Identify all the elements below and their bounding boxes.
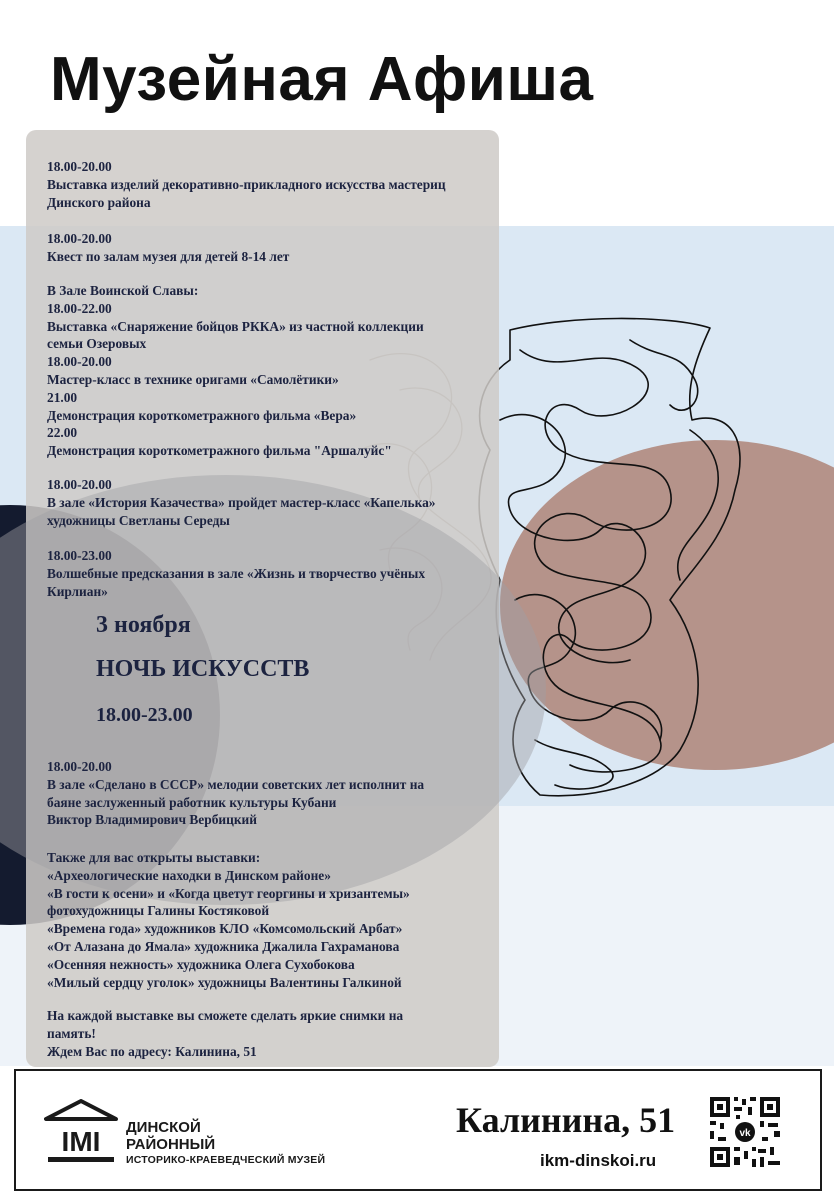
time-line: 18.00-22.00 — [47, 300, 112, 316]
text-line: Виктор Владимирович Вербицкий — [47, 812, 257, 828]
text-line: В Зале Воинской Славы: — [47, 283, 199, 298]
logo-text: IMI — [61, 1126, 101, 1157]
text-line: Кирлиан» — [47, 583, 108, 599]
text-line: «Времена года» художников КЛО «Комсомольский Арбат» — [47, 921, 403, 937]
text-line: Выставка изделий декоративно-прикладного искусства мастериц — [47, 176, 446, 192]
schedule-block-closing — [47, 1007, 497, 1060]
time-line: 22.00 — [47, 425, 78, 441]
text-line: баяне заслуженный работник культуры Кубани — [47, 794, 337, 810]
time-line: 21.00 — [47, 389, 78, 405]
schedule-block-exhibitions-list — [47, 849, 497, 991]
text-line: Выставка «Снаряжение бойцов РККА» из частной коллекции — [47, 318, 424, 334]
text-line: Динского района — [47, 194, 151, 210]
text-line: «Осенняя нежность» художника Олега Сухобокова — [47, 956, 355, 972]
text-line: художницы Светланы Середы — [47, 512, 230, 528]
time-line: 18.00-20.00 — [47, 354, 112, 370]
text-line: «В гости к осени» и «Когда цветут георгины и хризантемы» — [47, 885, 410, 901]
text-line: фотохудожницы Галины Костяковой — [47, 903, 270, 919]
time-line: 18.00-23.00 — [47, 548, 112, 563]
text-line: На каждой выставке вы сможете сделать яркие снимки на — [47, 1008, 404, 1023]
text-line: Также для вас открыты выставки: — [47, 850, 261, 865]
schedule-block-predictions — [47, 547, 497, 600]
vk-badge: vk — [739, 1128, 751, 1139]
schedule-block-quest — [47, 230, 497, 266]
text-line: В зале «Сделано в СССР» мелодии советских лет исполнит на — [47, 776, 425, 792]
text-line: Мастер-класс в технике оригами «Самолётики» — [47, 371, 339, 387]
museum-name-line2: РАЙОННЫЙ — [126, 1136, 216, 1153]
text-line: семьи Озеровых — [47, 336, 147, 352]
event-name: НОЧЬ ИСКУССТВ — [96, 656, 310, 682]
text-line: «От Алазана до Ямала» художника Джалила Гахраманова — [47, 938, 400, 954]
footer-bar — [14, 1069, 822, 1191]
museum-name-line3: ИСТОРИКО-КРАЕВЕДЧЕСКИЙ МУЗЕЙ — [126, 1154, 326, 1166]
text-line: «Археологические находки в Динском районе» — [47, 867, 331, 883]
time-line: 18.00-20.00 — [47, 759, 112, 774]
text-line: Демонстрация короткометражного фильма "Аршалуйс" — [47, 443, 392, 459]
text-line: Квест по залам музея для детей 8-14 лет — [47, 248, 290, 264]
museum-name-line1: ДИНСКОЙ — [126, 1119, 201, 1136]
time-line: 18.00-20.00 — [47, 159, 112, 174]
text-line: В зале «История Казачества» пройдет мастер-класс «Капелька» — [47, 494, 436, 510]
text-line: Ждем Вас по адресу: Калинина, 51 — [47, 1043, 257, 1059]
text-line: «Милый сердцу уголок» художницы Валентины Галкиной — [47, 974, 402, 990]
footer-address: Калинина, 51 — [456, 1100, 676, 1140]
footer-website[interactable]: ikm-dinskoi.ru — [540, 1151, 657, 1170]
schedule-block-ussr-hall — [47, 758, 497, 829]
schedule-block-exhibition — [47, 158, 497, 211]
text-line: Демонстрация короткометражного фильма «Вера» — [47, 407, 357, 423]
panel-decor-circle — [0, 475, 546, 905]
museum-building-icon — [44, 1099, 118, 1165]
text-line: Волшебные предсказания в зале «Жизнь и творчество учёных — [47, 565, 426, 581]
event-date: 3 ноября — [96, 612, 191, 638]
museum-name — [126, 1119, 325, 1167]
page-title: Музейная Афиша — [50, 45, 594, 114]
text-line: память! — [47, 1025, 96, 1041]
qr-code-icon[interactable] — [708, 1095, 782, 1169]
time-line: 18.00-20.00 — [47, 231, 112, 246]
schedule-block-cossack-hall — [47, 476, 497, 529]
schedule-block-military-hall — [47, 282, 497, 460]
time-line: 18.00-20.00 — [47, 477, 112, 492]
event-time: 18.00-23.00 — [96, 704, 193, 726]
